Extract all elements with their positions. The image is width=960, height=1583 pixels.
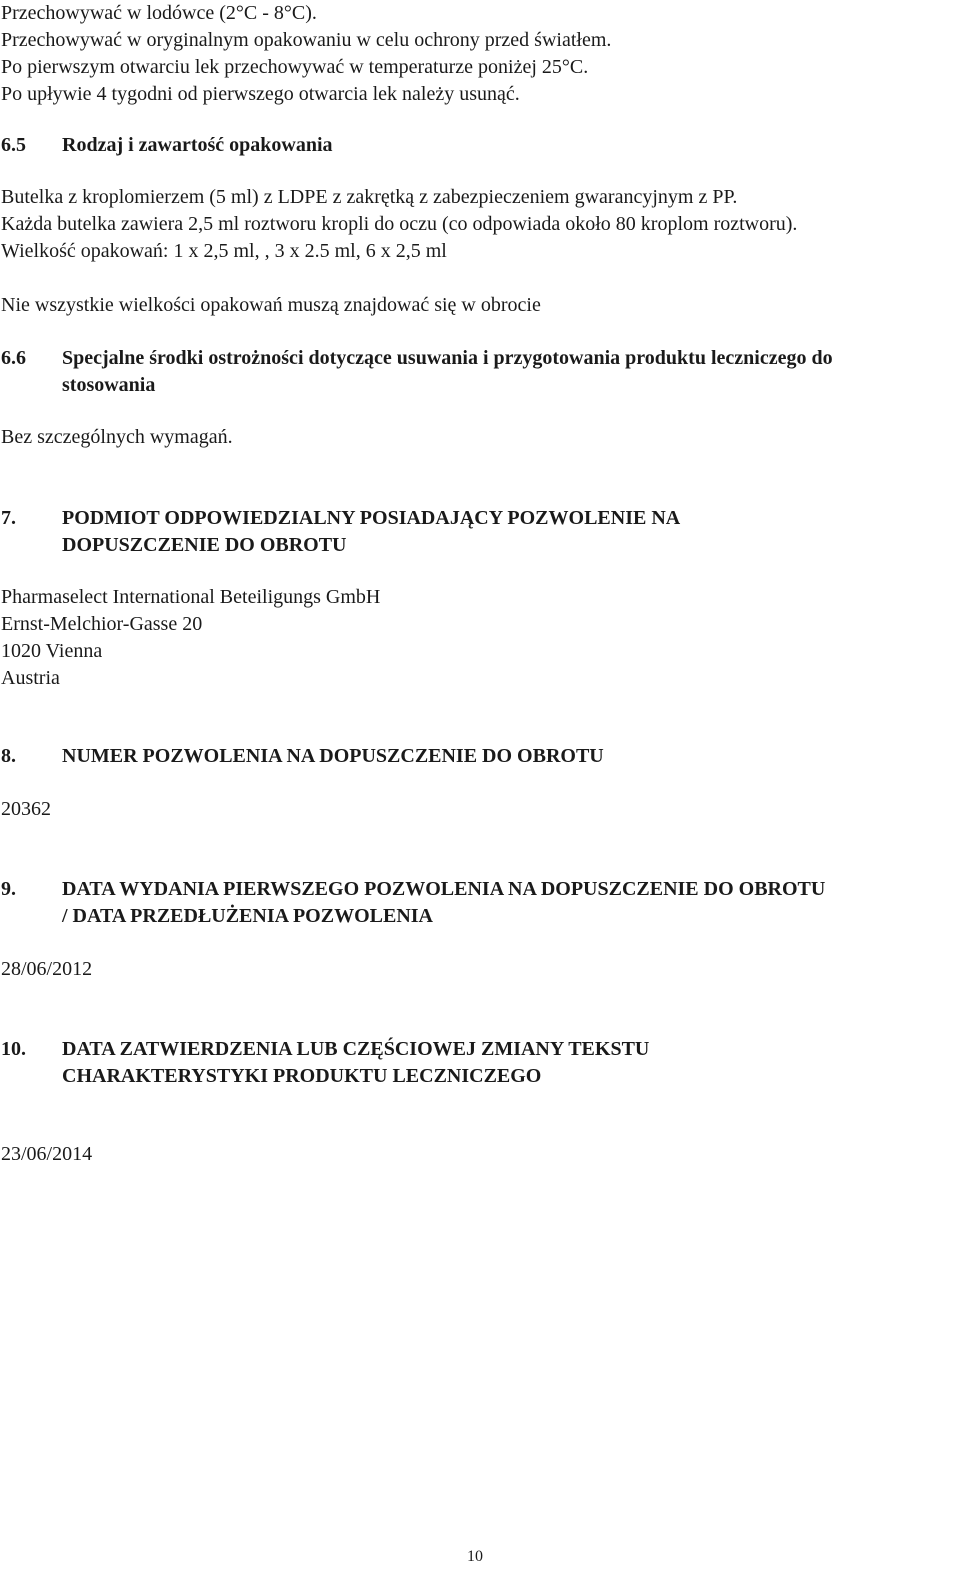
storage-line-4: Po upływie 4 tygodni od pierwszego otwarcia lek należy usunąć. <box>1 83 520 105</box>
section-7-address-line-3: 1020 Vienna <box>1 640 103 662</box>
section-7-number: 7. <box>1 507 16 529</box>
section-9-body: 28/06/2012 <box>1 958 93 980</box>
section-10-title-line-2: CHARAKTERYSTYKI PRODUKTU LECZNICZEGO <box>62 1065 542 1087</box>
section-6-5-title: Rodzaj i zawartość opakowania <box>62 134 333 156</box>
section-7-address-line-4: Austria <box>1 667 60 689</box>
section-9-title-line-1: DATA WYDANIA PIERWSZEGO POZWOLENIA NA DOPUSZCZENIE DO OBROTU <box>62 878 826 900</box>
storage-line-1: Przechowywać w lodówce (2°C - 8°C). <box>1 2 317 24</box>
section-6-6-title-line-2: stosowania <box>62 374 156 396</box>
section-6-5-line-2: Każda butelka zawiera 2,5 ml roztworu kropli do oczu (co odpowiada około 80 kroplom roztworu). <box>1 213 798 235</box>
section-10-title-line-1: DATA ZATWIERDZENIA LUB CZĘŚCIOWEJ ZMIANY TEKSTU <box>62 1038 650 1060</box>
section-8-body: 20362 <box>1 798 51 820</box>
section-9-title-line-2: / DATA PRZEDŁUŻENIA POZWOLENIA <box>62 905 433 927</box>
section-6-6-number: 6.6 <box>1 347 26 369</box>
section-6-5-line-4: Nie wszystkie wielkości opakowań muszą znajdować się w obrocie <box>1 294 541 316</box>
section-6-6-body: Bez szczególnych wymagań. <box>1 426 233 448</box>
section-6-6-title-line-1: Specjalne środki ostrożności dotyczące usuwania i przygotowania produktu leczniczego do <box>62 347 833 369</box>
storage-line-2: Przechowywać w oryginalnym opakowaniu w celu ochrony przed światłem. <box>1 29 612 51</box>
section-6-5-number: 6.5 <box>1 134 26 156</box>
section-9-number: 9. <box>1 878 16 900</box>
section-7-address-line-1: Pharmaselect International Beteiligungs GmbH <box>1 586 381 608</box>
section-10-body: 23/06/2014 <box>1 1143 93 1165</box>
section-10-number: 10. <box>1 1038 26 1060</box>
section-6-5-line-3: Wielkość opakowań: 1 x 2,5 ml, , 3 x 2.5 ml, 6 x 2,5 ml <box>1 240 447 262</box>
section-7-address-line-2: Ernst-Melchior-Gasse 20 <box>1 613 203 635</box>
section-6-5-line-1: Butelka z kroplomierzem (5 ml) z LDPE z zakrętką z zabezpieczeniem gwarancyjnym z PP. <box>1 186 738 208</box>
section-8-number: 8. <box>1 745 16 767</box>
storage-line-3: Po pierwszym otwarciu lek przechowywać w temperaturze poniżej 25°C. <box>1 56 589 78</box>
section-7-title-line-2: DOPUSZCZENIE DO OBROTU <box>62 534 347 556</box>
page-number: 10 <box>467 1548 483 1565</box>
section-7-title-line-1: PODMIOT ODPOWIEDZIALNY POSIADAJĄCY POZWOLENIE NA <box>62 507 681 529</box>
section-8-title: NUMER POZWOLENIA NA DOPUSZCZENIE DO OBROTU <box>62 745 604 767</box>
